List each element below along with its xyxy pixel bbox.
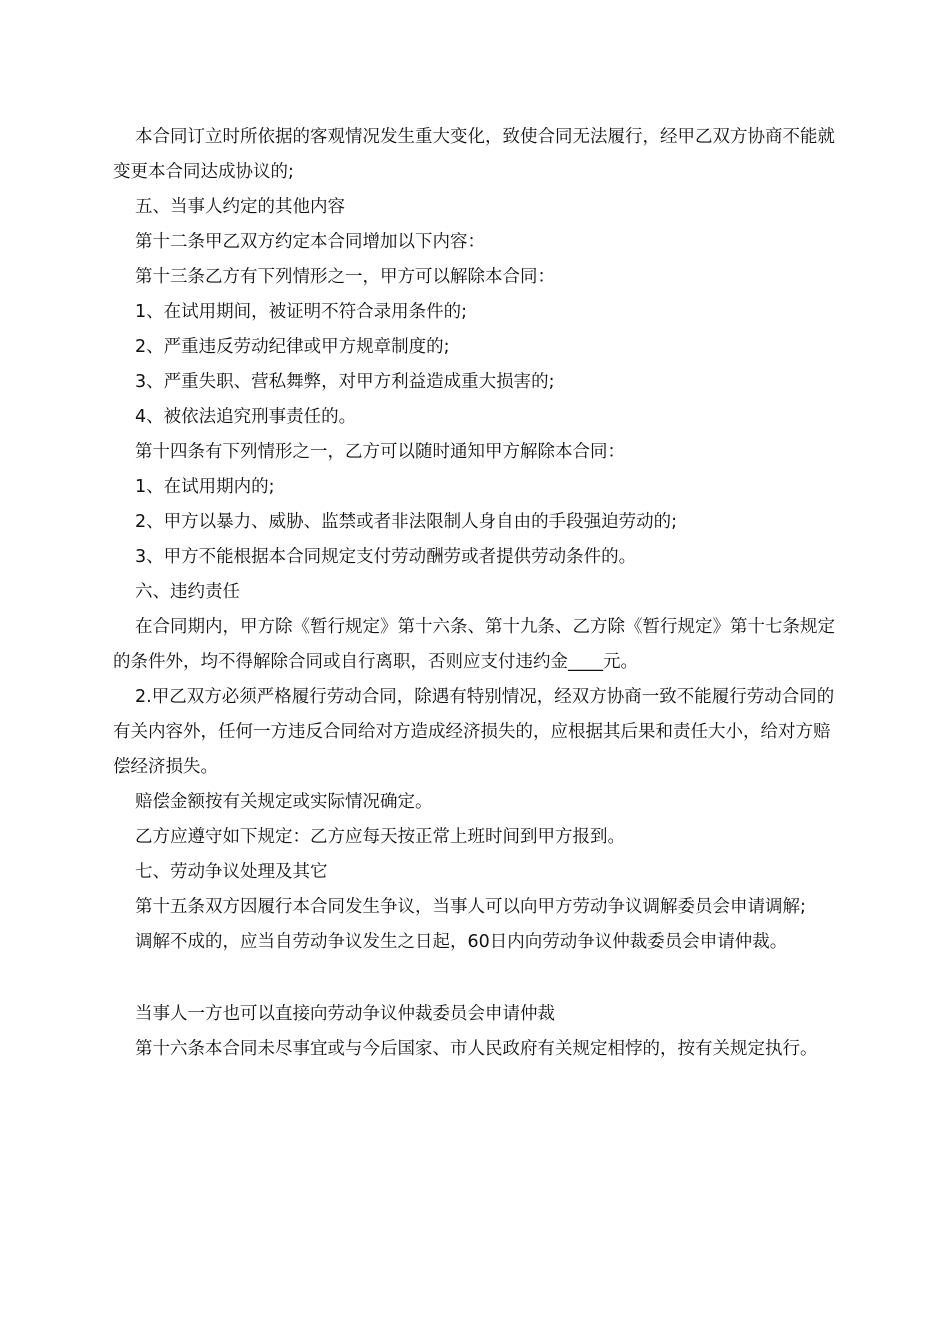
paragraph-1: 本合同订立时所依据的客观情况发生重大变化，致使合同无法履行，经甲乙双方协商不能就变更本合同达成协议的; [113,127,835,182]
article-13-item-1: 1、在试用期间，被证明不符合录用条件的; [135,302,468,322]
breach-paragraph-2: 2.甲乙双方必须严格履行劳动合同，除遇有特别情况，经双方协商一致不能履行劳动合同的有关内容外，任何一方违反合同给对方造成经济损失的，应根据其后果和责任大小，给对方赔偿经济损失。 [113,687,835,777]
section-heading-6: 六、违约责任 [135,582,240,602]
attendance-paragraph: 乙方应遵守如下规定：乙方应每天按正常上班时间到甲方报到。 [135,827,625,847]
breach-paragraph-1: 在合同期内，甲方除《暂行规定》第十六条、第十九条、乙方除《暂行规定》第十七条规定的条件外，均不得解除合同或自行离职，否则应支付违约金____元。 [113,617,835,672]
article-15: 第十五条双方因履行本合同发生争议，当事人可以向甲方劳动争议调解委员会申请调解; [135,897,806,917]
compensation-paragraph: 赔偿金额按有关规定或实际情况确定。 [135,792,433,812]
article-14-item-3: 3、甲方不能根据本合同规定支付劳动酬劳或者提供劳动条件的。 [135,547,637,567]
arbitration-paragraph: 当事人一方也可以直接向劳动争议仲裁委员会申请仲裁 [135,1004,555,1024]
document-body [113,120,843,1067]
article-16: 第十六条本合同未尽事宜或与今后国家、市人民政府有关规定相悖的，按有关规定执行。 [135,1039,818,1059]
article-12: 第十二条甲乙双方约定本合同增加以下内容： [135,232,485,252]
mediation-paragraph: 调解不成的，应当自劳动争议发生之日起，60日内向劳动争议仲裁委员会申请仲裁。 [135,932,788,952]
section-heading-5: 五、当事人约定的其他内容 [135,197,345,217]
paragraph-gap [113,960,843,997]
article-14-item-2: 2、甲方以暴力、威胁、监禁或者非法限制人身自由的手段强迫劳动的; [135,512,678,532]
article-13-item-4: 4、被依法追究刑事责任的。 [135,407,357,427]
section-heading-7: 七、劳动争议处理及其它 [135,862,328,882]
article-13-item-3: 3、严重失职、营私舞弊，对甲方利益造成重大损害的; [135,372,555,392]
article-14-item-1: 1、在试用期内的; [135,477,275,497]
article-13: 第十三条乙方有下列情形之一，甲方可以解除本合同： [135,267,555,287]
article-13-item-2: 2、严重违反劳动纪律或甲方规章制度的; [135,337,450,357]
article-14: 第十四条有下列情形之一，乙方可以随时通知甲方解除本合同： [135,442,625,462]
